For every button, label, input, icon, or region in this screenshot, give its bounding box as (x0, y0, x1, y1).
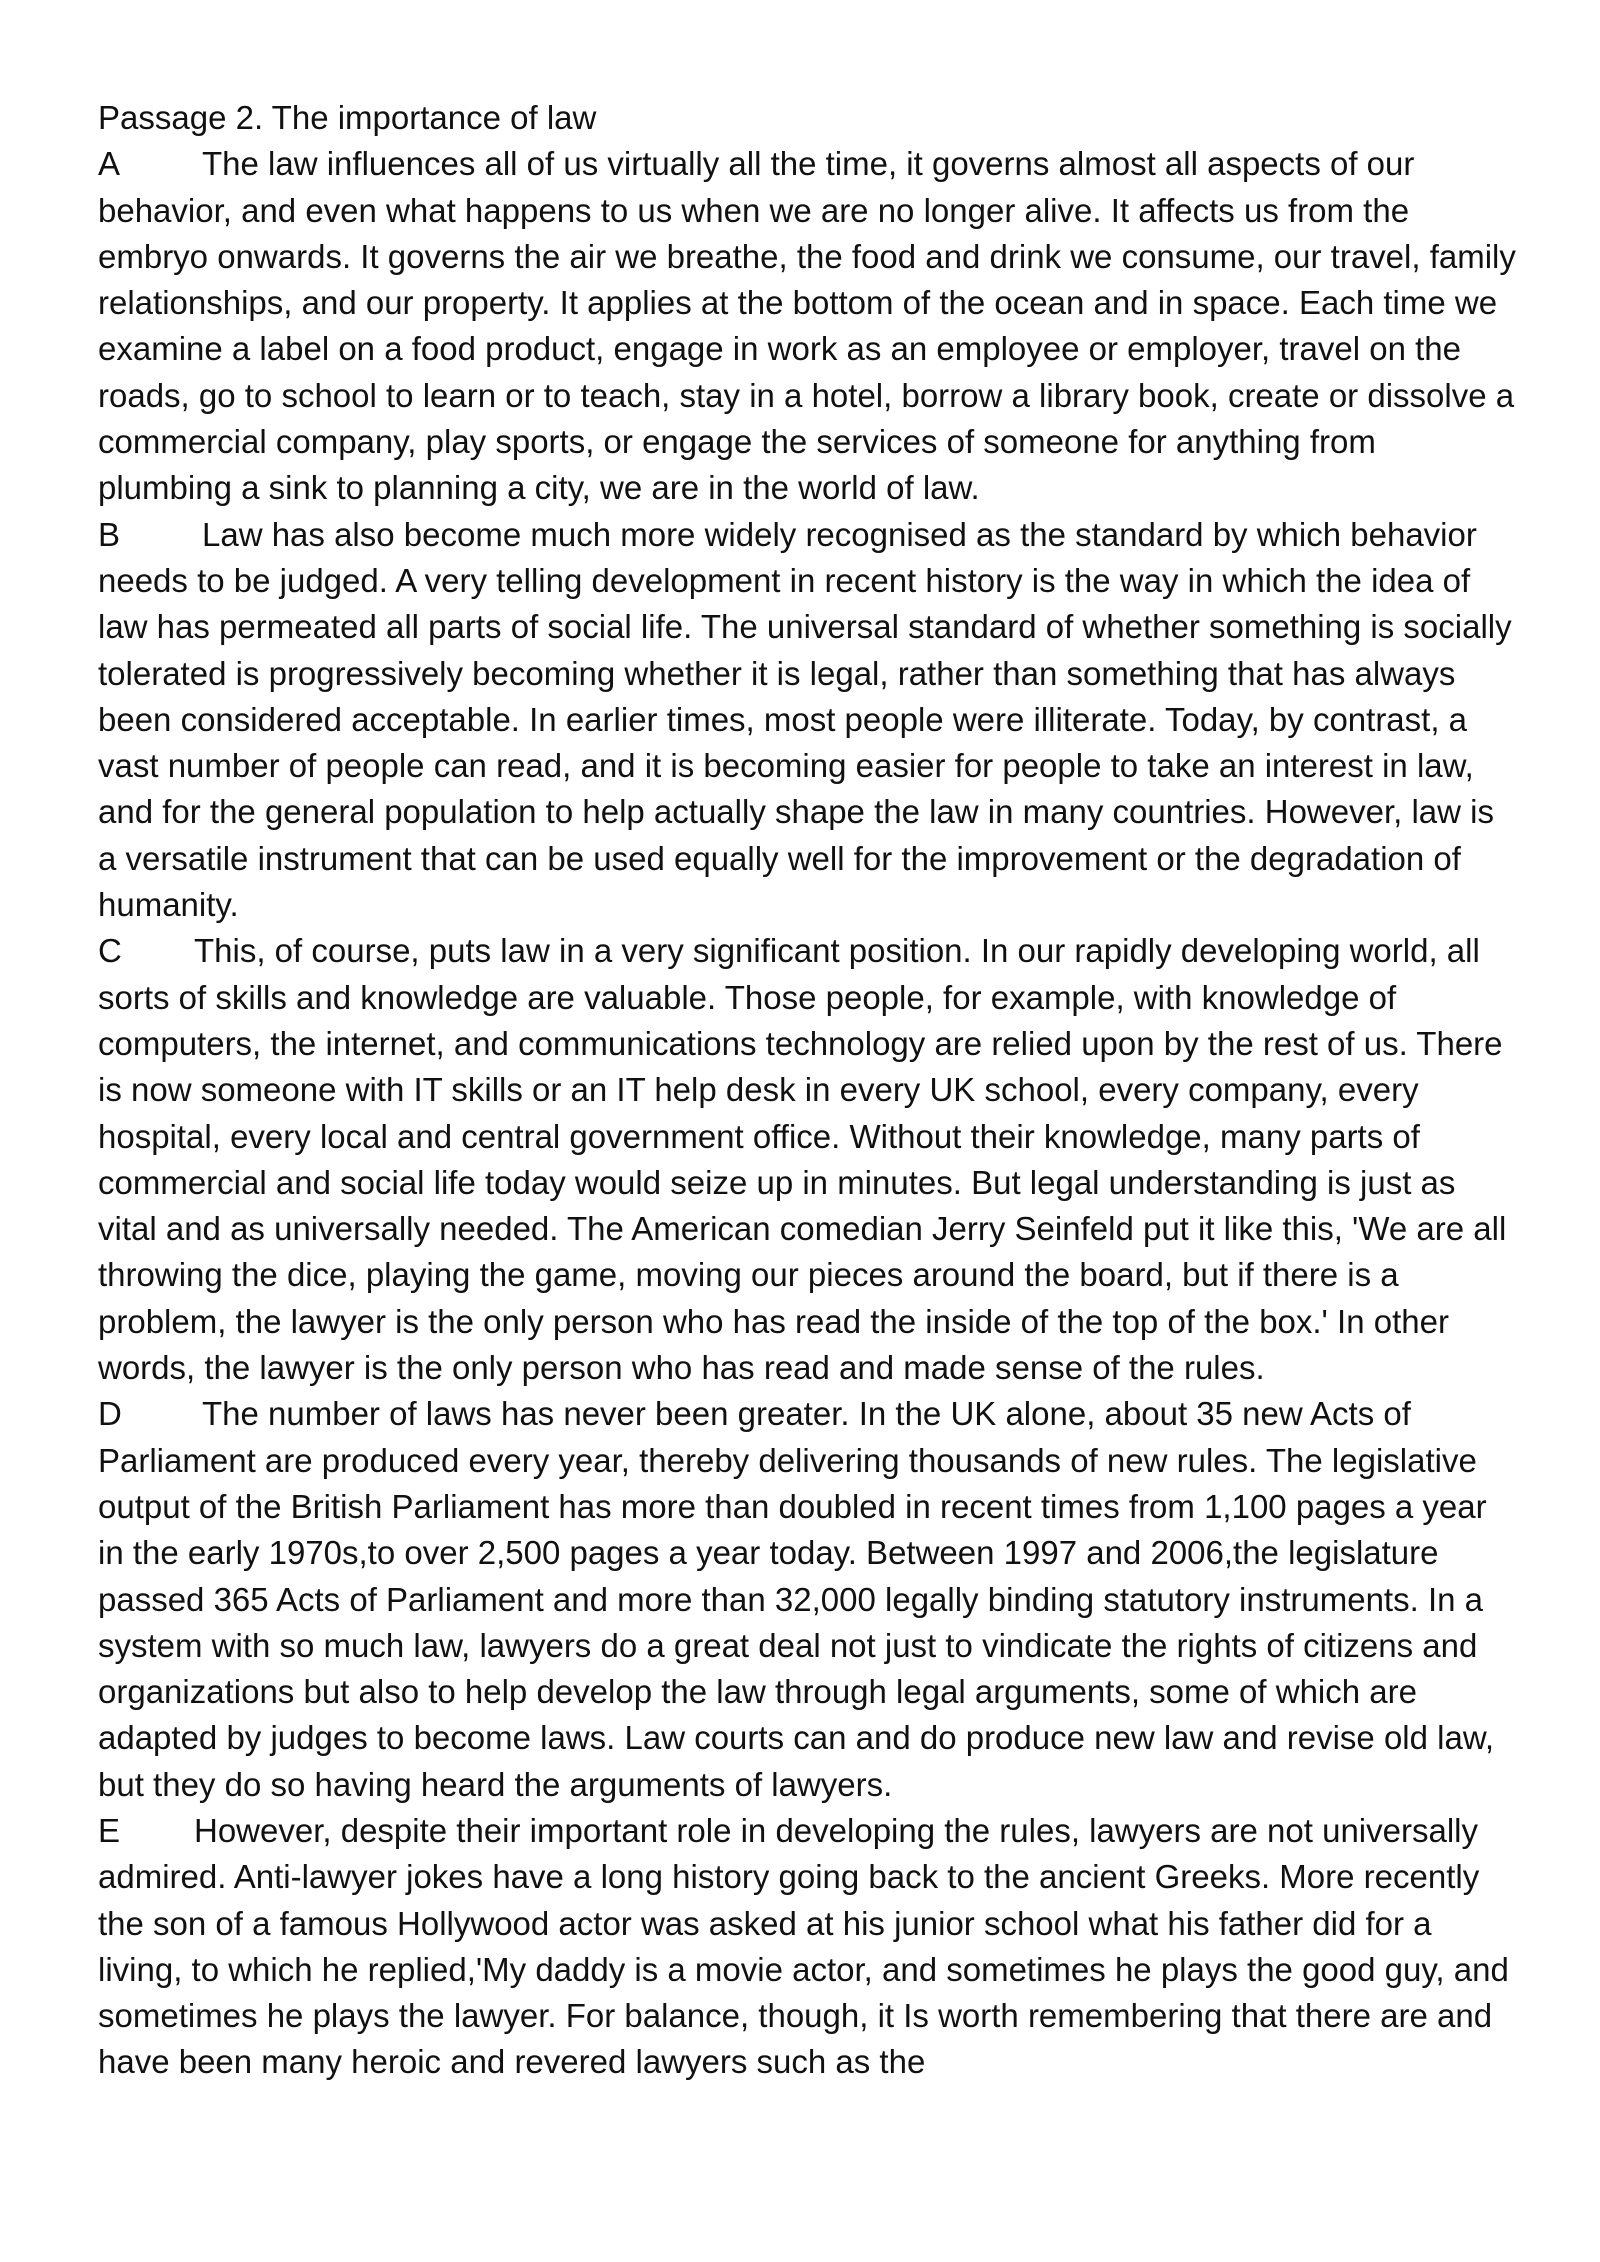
paragraph-b (98, 512, 1518, 929)
paragraph-text: However, despite their important role in developing the rules, lawyers are not universally admired. Anti-lawyer jokes have a long history going back to the ancient Greeks. More recently the son of a famous Hollywood actor was asked at his junior school what his father did for a living, to which he replied,'My daddy is a movie actor, and sometimes he plays the good guy, and sometimes he plays the lawyer. For balance, though, it Is worth remembering that there are and have been many heroic and revered lawyers such as the (98, 1811, 1509, 2081)
paragraph-a (98, 141, 1518, 511)
paragraph-c (98, 928, 1518, 1391)
paragraph-letter: A (98, 145, 121, 183)
paragraph-e (98, 1808, 1518, 2086)
paragraph-d (98, 1391, 1518, 1808)
paragraph-letter: E (98, 1811, 121, 1849)
passage-title: Passage 2. The importance of law (98, 99, 597, 136)
paragraph-text: This, of course, puts law in a very significant position. In our rapidly developing world, all sorts of skills and knowledge are valuable. Those people, for example, with knowledge of computers, the internet, and communications technology are relied upon by the rest of us. There is now someone with IT skills or an IT help desk in every UK school, every company, every hospital, every local and central government office. Without their knowledge, many parts of commercial and social life today would seize up in minutes. But legal understanding is just as vital and as universally needed. The American comedian Jerry Seinfeld put it like this, 'We are all throwing the dice, playing the game, moving our pieces around the board, but if there is a problem, the lawyer is the only person who has read the inside of the top of the box.' In other words, the lawyer is the only person who has read and made sense of the rules. (98, 932, 1507, 1387)
paragraph-letter: C (98, 932, 122, 970)
paragraph-text: Law has also become much more widely recognised as the standard by which behavior needs to be judged. A very telling development in recent history is the way in which the idea of law has permeated all parts of social life. The universal standard of whether something is socially tolerated is progressively becoming whether it is legal, rather than something that has always been considered acceptable. In earlier times, most people were illiterate. Today, by contrast, a vast number of people can read, and it is becoming easier for people to take an interest in law, and for the general population to help actually shape the law in many countries. However, law is a versatile instrument that can be used equally well for the improvement or the degradation of humanity. (98, 515, 1512, 924)
document-page (98, 95, 1518, 2086)
paragraph-letter: B (98, 515, 121, 553)
paragraph-letter: D (98, 1395, 122, 1433)
paragraph-text: The law influences all of us virtually all the time, it governs almost all aspects of our behavior, and even what happens to us when we are no longer alive. It affects us from the embryo onwards. It governs the air we breathe, the food and drink we consume, our travel, family relationships, and our property. It applies at the bottom of the ocean and in space. Each time we examine a label on a food product, engage in work as an employee or employer, travel on the roads, go to school to learn or to teach, stay in a hotel, borrow a library book, create or dissolve a commercial company, play sports, or engage the services of someone for anything from plumbing a sink to planning a city, we are in the world of law. (98, 145, 1516, 507)
paragraph-text: The number of laws has never been greater. In the UK alone, about 35 new Acts of Parliament are produced every year, thereby delivering thousands of new rules. The legislative output of the British Parliament has more than doubled in recent times from 1,100 pages a year in the early 1970s,to over 2,500 pages a year today. Between 1997 and 2006,the legislature passed 365 Acts of Parliament and more than 32,000 legally binding statutory instruments. In a system with so much law, lawyers do a great deal not just to vindicate the rights of citizens and organizations but also to help develop the law through legal arguments, some of which are adapted by judges to become laws. Law courts can and do produce new law and revise old law, but they do so having heard the arguments of lawyers. (98, 1395, 1495, 1803)
